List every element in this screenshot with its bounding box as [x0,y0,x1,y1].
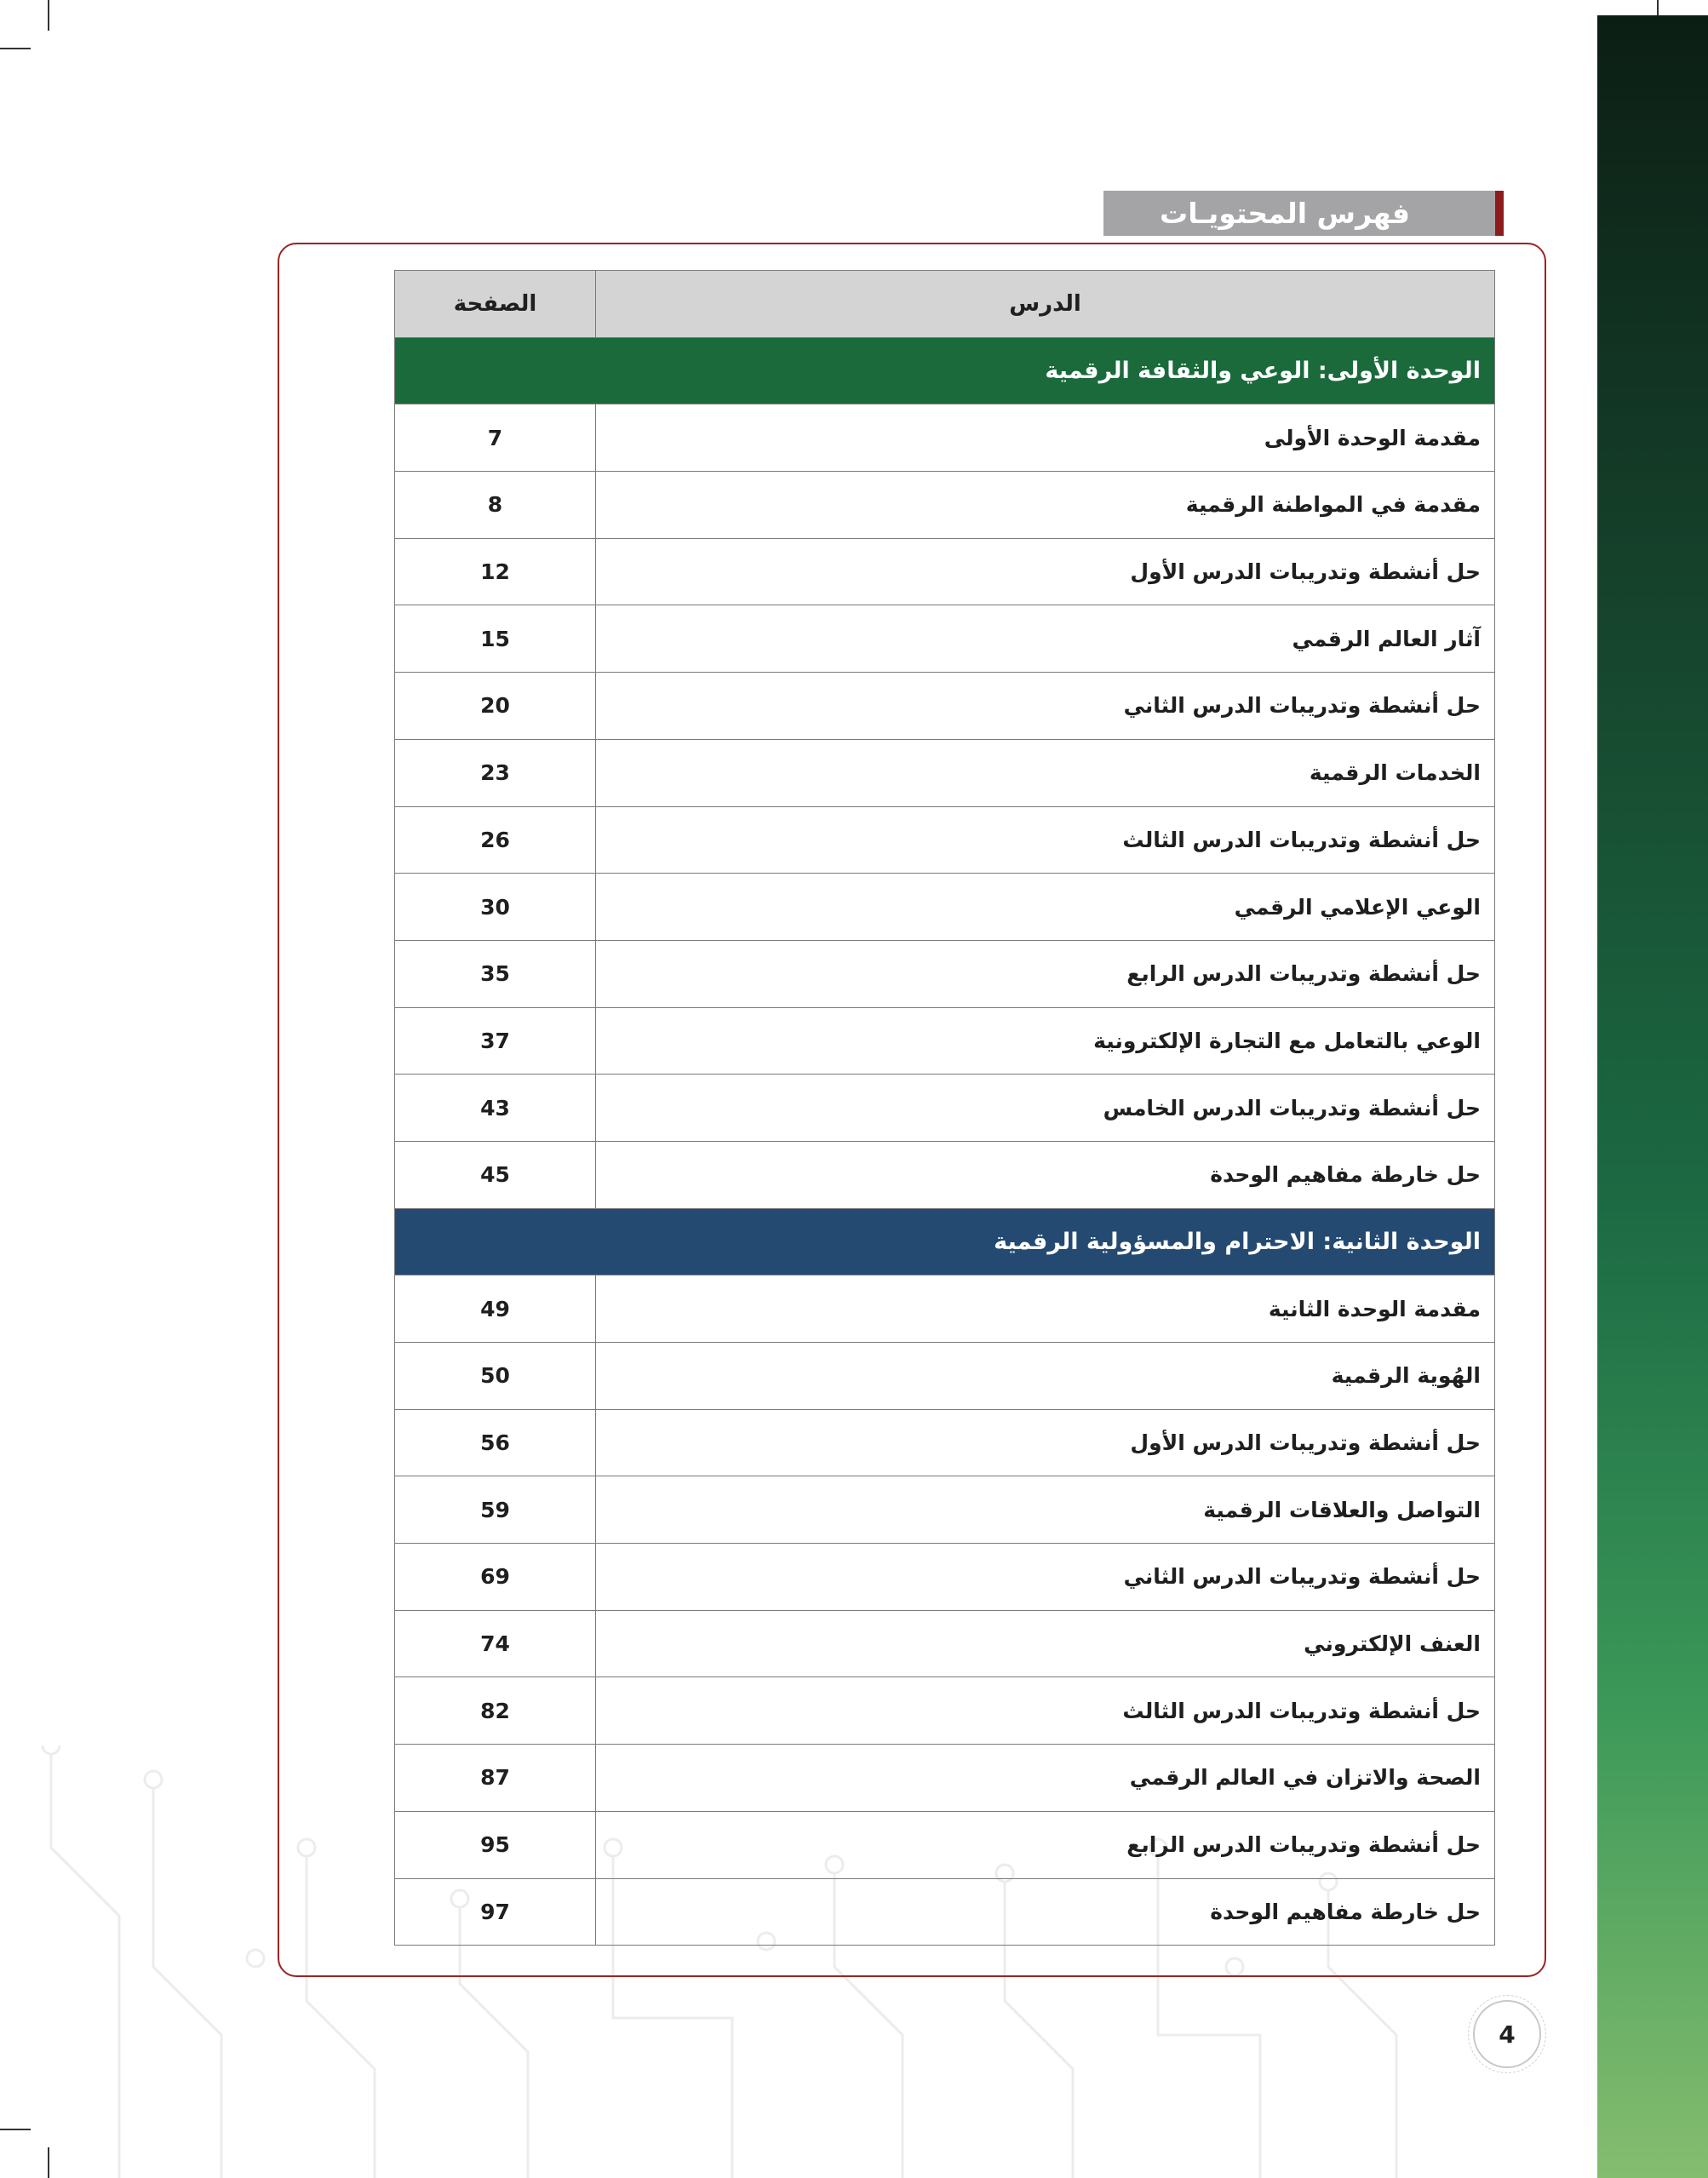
lesson-title: حل أنشطة وتدريبات الدرس الثاني [596,673,1495,740]
lesson-title: حل أنشطة وتدريبات الدرس الثالث [596,1677,1495,1745]
lesson-column-header: الدرس [596,271,1495,338]
page-number-cell: 15 [395,605,596,673]
table-row [395,1476,1495,1544]
table-row [395,806,1495,874]
table-row [395,874,1495,941]
table-row [395,673,1495,740]
table-row [395,940,1495,1007]
page-number: 4 [1499,2020,1516,2049]
table-row [395,538,1495,605]
page-number-cell: 7 [395,404,596,472]
unit-1-heading: الوحدة الأولى: الوعي والثقافة الرقمية [395,337,1495,404]
lesson-title: آثار العالم الرقمي [596,605,1495,673]
table-row [395,1544,1495,1611]
table-row [395,739,1495,806]
lesson-title: حل أنشطة وتدريبات الدرس الرابع [596,1811,1495,1878]
table-header-row [395,271,1495,338]
table-row [395,472,1495,539]
page-number-cell: 45 [395,1141,596,1208]
page-number-cell: 23 [395,739,596,806]
table-row [395,1409,1495,1476]
table-row [395,1677,1495,1745]
lesson-title: حل أنشطة وتدريبات الدرس الأول [596,538,1495,605]
lesson-title: الوعي الإعلامي الرقمي [596,874,1495,941]
page-number-cell: 35 [395,940,596,1007]
lesson-title: مقدمة الوحدة الثانية [596,1275,1495,1343]
lesson-title: حل خارطة مفاهيم الوحدة [596,1141,1495,1208]
side-gradient-band [1597,15,1708,2178]
table-row [395,404,1495,472]
page-column-header: الصفحة [395,271,596,338]
page-number-cell: 12 [395,538,596,605]
page-number-cell: 20 [395,673,596,740]
table-row [395,605,1495,673]
page-number-cell: 97 [395,1878,596,1946]
lesson-title: حل خارطة مفاهيم الوحدة [596,1878,1495,1946]
page-number-cell: 74 [395,1610,596,1677]
lesson-title: العنف الإلكتروني [596,1610,1495,1677]
lesson-title: الصحة والاتزان في العالم الرقمي [596,1745,1495,1812]
lesson-title: حل أنشطة وتدريبات الدرس الثالث [596,806,1495,874]
table-row [395,1075,1495,1142]
page-number-cell: 8 [395,472,596,539]
lesson-title: حل أنشطة وتدريبات الدرس الخامس [596,1075,1495,1142]
lesson-title: مقدمة الوحدة الأولى [596,404,1495,472]
page-number-cell: 87 [395,1745,596,1812]
page-number-cell: 43 [395,1075,596,1142]
lesson-title: مقدمة في المواطنة الرقمية [596,472,1495,539]
lesson-title: الهُوية الرقمية [596,1343,1495,1410]
page-number-cell: 50 [395,1343,596,1410]
page-number-cell: 69 [395,1544,596,1611]
toc-title-bar [1103,191,1504,236]
lesson-title: الخدمات الرقمية [596,739,1495,806]
lesson-title: حل أنشطة وتدريبات الدرس الأول [596,1409,1495,1476]
page-number-cell: 95 [395,1811,596,1878]
page-number-cell: 26 [395,806,596,874]
crop-mark [48,0,49,31]
lesson-title: حل أنشطة وتدريبات الدرس الرابع [596,940,1495,1007]
table-row [395,1275,1495,1343]
page-number-cell: 30 [395,874,596,941]
lesson-title: حل أنشطة وتدريبات الدرس الثاني [596,1544,1495,1611]
unit-heading-row [395,1208,1495,1275]
page-number-cell: 49 [395,1275,596,1343]
page-number-badge [1473,2000,1541,2068]
crop-mark [0,48,31,49]
table-row [395,1811,1495,1878]
unit-2-heading: الوحدة الثانية: الاحترام والمسؤولية الرقمية [395,1208,1495,1275]
page-number-cell: 82 [395,1677,596,1745]
page-number-cell: 59 [395,1476,596,1544]
table-row [395,1007,1495,1075]
page-title: فهرس المحتويـات [1160,197,1410,230]
page-number-cell: 37 [395,1007,596,1075]
lesson-title: الوعي بالتعامل مع التجارة الإلكترونية [596,1007,1495,1075]
page-number-cell: 56 [395,1409,596,1476]
toc-table [394,270,1495,1946]
table-row [395,1343,1495,1410]
table-row [395,1878,1495,1946]
unit-heading-row [395,337,1495,404]
table-row [395,1141,1495,1208]
table-row [395,1745,1495,1812]
lesson-title: التواصل والعلاقات الرقمية [596,1476,1495,1544]
table-row [395,1610,1495,1677]
